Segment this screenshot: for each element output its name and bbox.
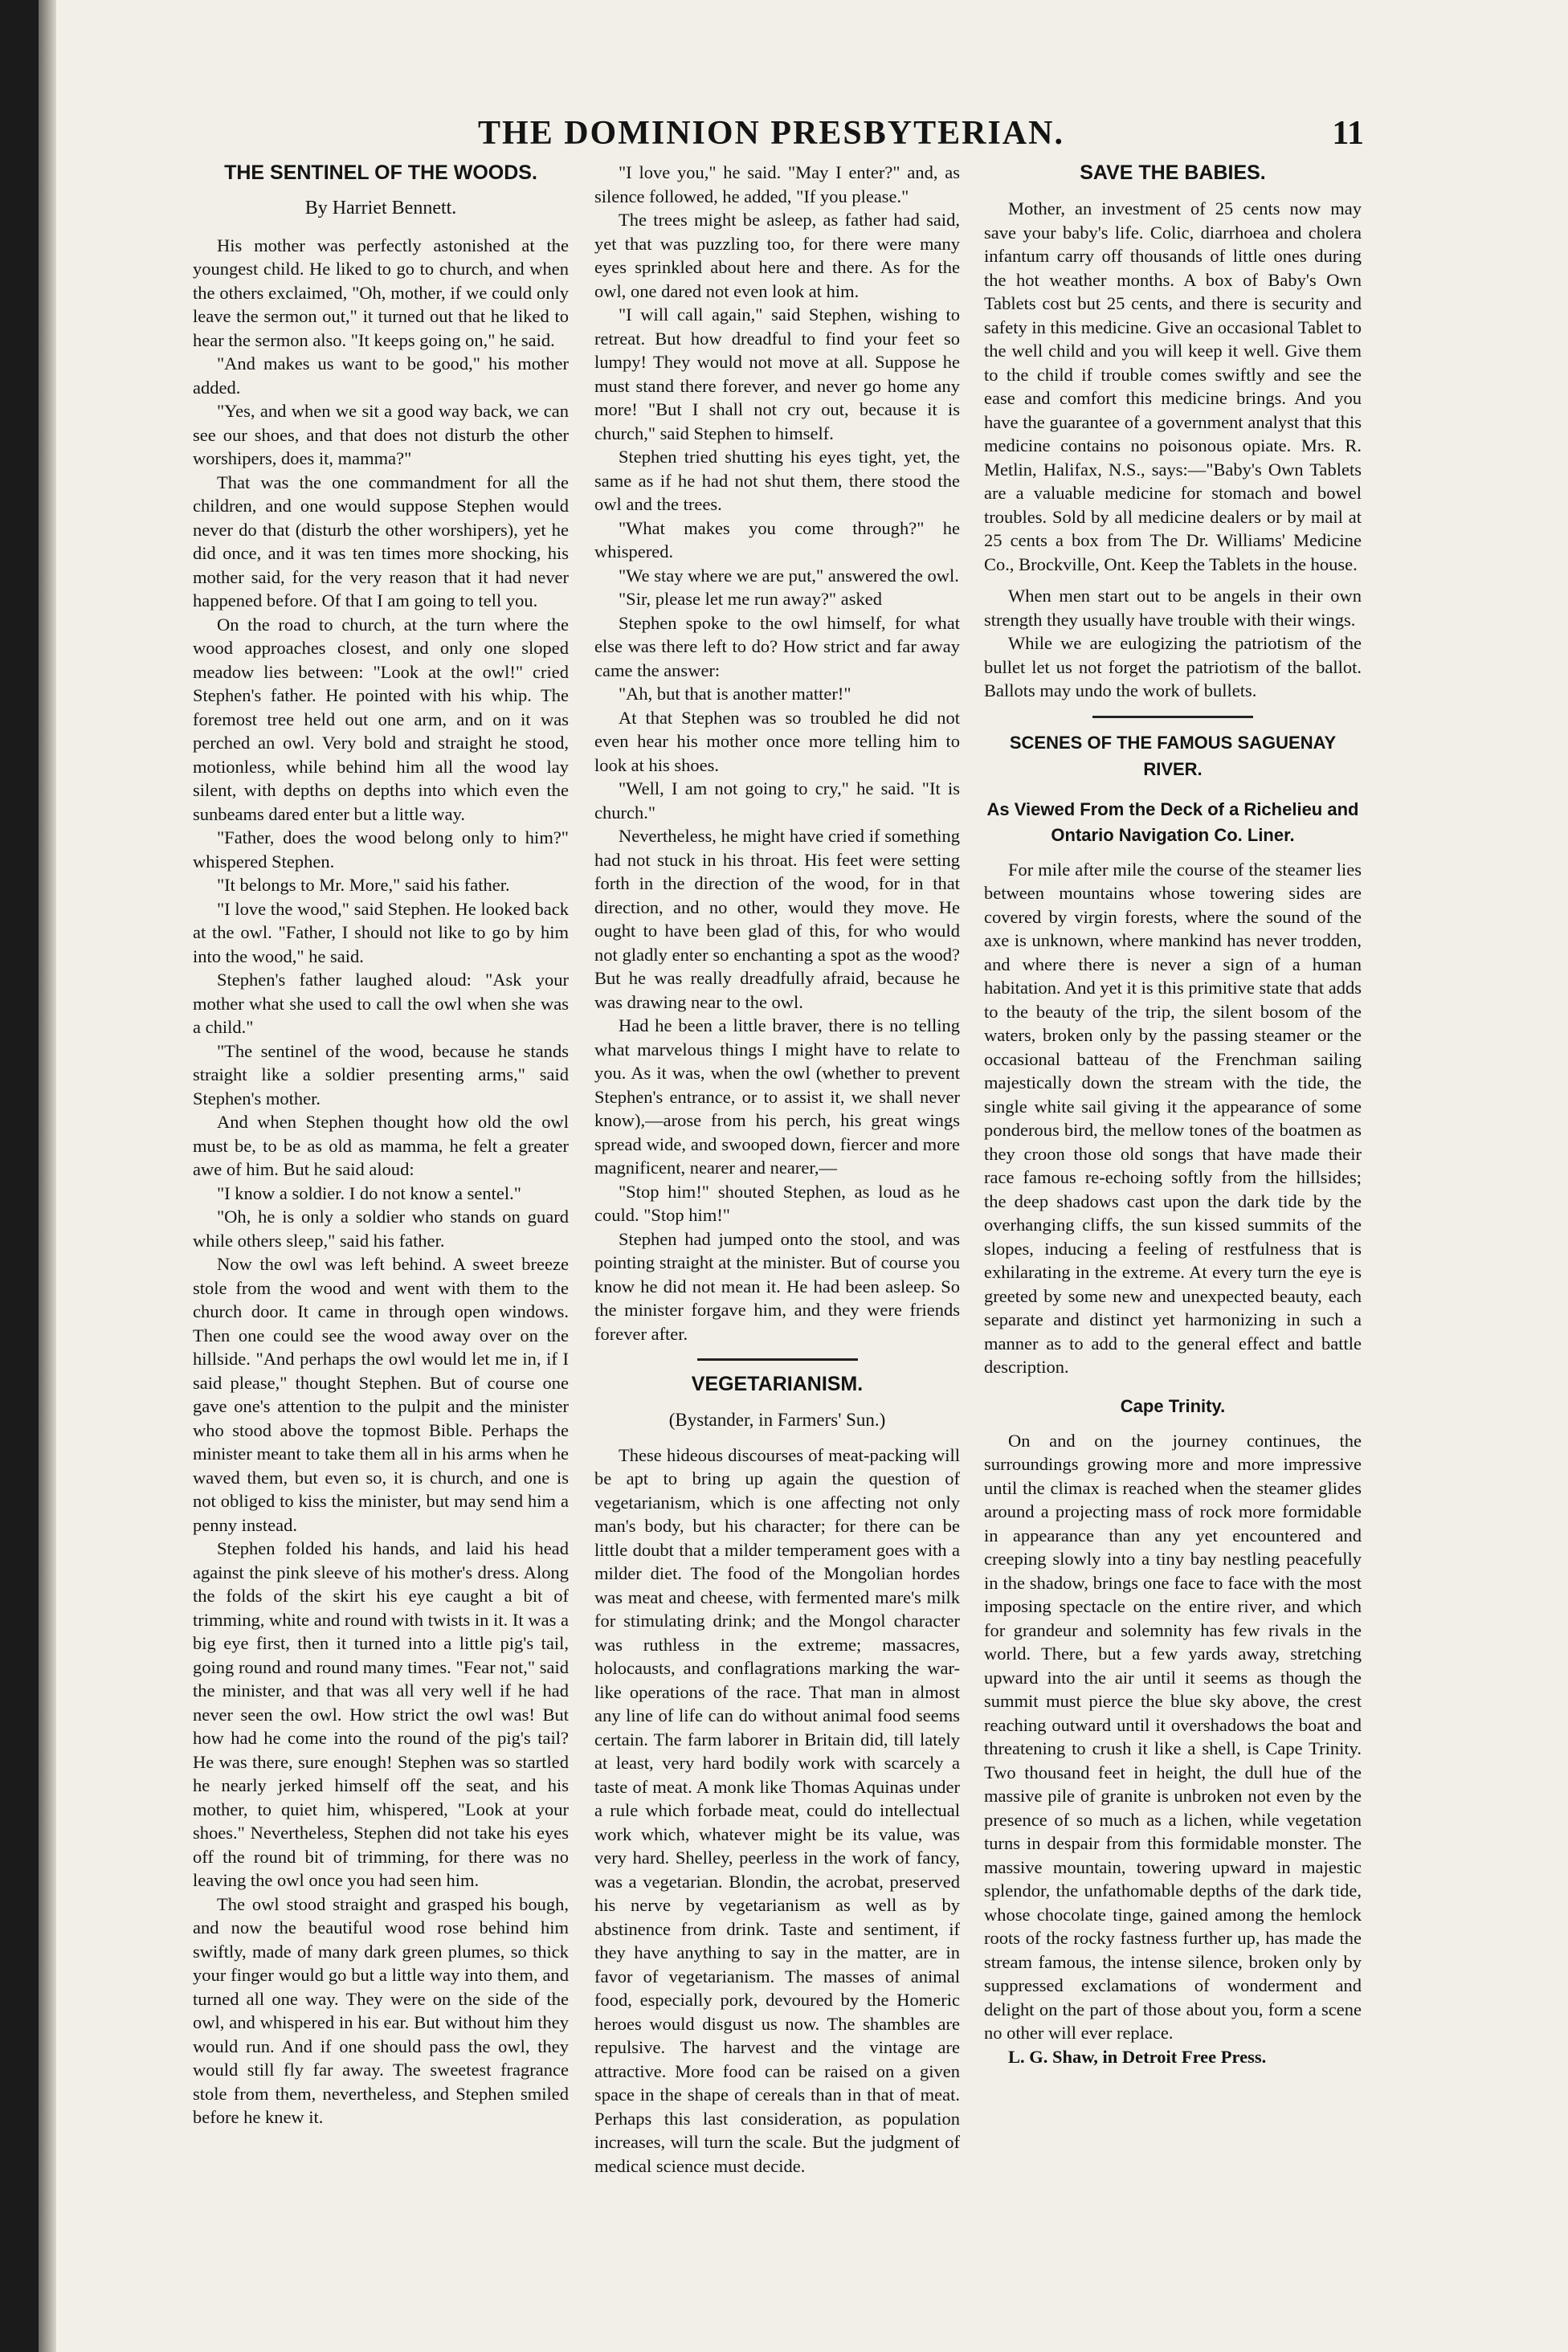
paragraph: "I know a soldier. I do not know a sentel.": [217, 1182, 521, 1203]
paragraph: And when Stephen thought how old the owl must be, to be as old as mamma, he felt a greater awe of him. But he said aloud:: [193, 1112, 569, 1179]
paragraph: Mother, an investment of 25 cents now may save your baby's life. Colic, diarrhoea and cholera infantum carry off thousands of little ones during the hot weather months. A box of Baby's Own Tablets cost but 25 cents, and there is security and safety in this medicine. Give an occasional Tablet to the well child and you will keep it well. Give them to the child if trouble comes swiftly and see the ease and comfort this medicine brings. And you have the guarantee of a government analyst that this medicine contains no poisonous opiate. Mrs. R. Metlin, Halifax, N.S., says:—"Baby's Own Tablets are a valuable medicine for stomach and bowel troubles. Sold by all medicine dealers or by mail at 25 cents a box from The Dr. Williams' Medicine Co., Brockville, Ont. Keep the Tablets in the house.: [984, 198, 1362, 574]
paragraph: While we are eulogizing the patriotism of the bullet let us not forget the patriotism of the ballot. Ballots may undo the work of bullets.: [984, 633, 1362, 700]
binding-shadow: [39, 0, 56, 2352]
paragraph: "We stay where we are put," answered the owl.: [619, 565, 959, 586]
binding-gutter: [0, 0, 39, 2352]
running-head: THE DOMINION PRESBYTERIAN.: [478, 115, 1064, 152]
article-source: (Bystander, in Farmers' Sun.): [668, 1410, 886, 1430]
paragraph: The trees might be asleep, as father had said, yet that was puzzling too, for there were many eyes sprinkled about here and there. As for the owl, one dared not even look at him.: [594, 210, 960, 301]
column-1: [193, 161, 569, 2129]
paragraph: These hideous discourses of meat-packing will be apt to bring up again the question of vegetarianism, which is one affecting not only man's body, but his character; for there can be little doubt that a milder temperament goes with a milder diet. The food of the Mongolian hordes was meat and cheese, with fermented mare's milk for stimulating drink; and the Mongol character was ruthless in the extreme; massacres, holocausts, and conflagrations marking the war-like operations of the race. That man in almost any line of life can do without animal food seems certain. The farm laborer in Britain did, till lately at least, very hard bodily work with scarcely a taste of meat. A monk like Thomas Aquinas under a rule which forbade meat, could do intellectual work which, whatever might be its value, was very hard. Shelley, peerless in the work of fancy, was a vegetarian. Blondin, the acrobat, preserved his nerve by vegetarianism as well as by abstinence from drink. Taste and sentiment, if they have anything to say in the matter, are in favor of vegetarianism. The masses of animal food, especially pork, devoured by the Homeric heroes would disgust us now. The shambles are repulsive. The harvest and the vintage are attractive. More food can be raised on a given space in the shape of cereals than in that of meat. Perhaps this last consideration, as population increases, will turn the scale. But the judgment of medical science must decide.: [594, 1444, 960, 2176]
article-title-sentinel: THE SENTINEL OF THE WOODS.: [224, 161, 537, 184]
paragraph: "Oh, he is only a soldier who stands on guard while others sleep," said his father.: [193, 1207, 569, 1251]
paragraph: On the road to church, at the turn where the wood approaches closest, and only one sloped meadow lies between: "Look at the owl!" cried Stephen's father. He pointed with his whip. The foremost tree held out one arm, and on it was perched an owl. Very bold and straight he stood, motionless, while behind him all the wood lay silent, with depths on depths into which even the sunbeams dared enter but a little way.: [193, 614, 569, 824]
paragraph: Stephen's father laughed aloud: "Ask your mother what she used to call the owl when she was a child.": [193, 970, 569, 1037]
paragraph: "Yes, and when we sit a good way back, we can see our shoes, and that does not disturb the other worshipers, does it, mamma?": [193, 401, 569, 468]
section-rule: [697, 1358, 858, 1361]
article-signature: L. G. Shaw, in Detroit Free Press.: [1008, 2046, 1267, 2067]
section-heading-cape-trinity: Cape Trinity.: [1120, 1395, 1226, 1416]
paragraph: On and on the journey continues, the surroundings growing more and more impressive until the climax is reached when the steamer glides around a projecting mass of rock more formidable in appearance than any yet encountered and creeping slowly into a tiny bay nestling peacefully in the shadow, brings one face to face with the most imposing spectacle on the entire river, and which for grandeur and solemnity has few rivals in the world. There, but a few yards away, stretching upward into the air until it seems as though the summit must pierce the blue sky above, the crest reaching outward until it overshadows the boat and threatening to crush it like a shell, is Cape Trinity. Two thousand feet in height, the dull hue of the massive pile of granite is unbroken not even by the presence of so much as a lichen, while vegetation turns in despair from this formidable monster. The massive mountain, towering upward in majestic splendor, the unfathomable depths of the dark tide, whose chocolate tinge, gained among the hemlock roots of the rocky fastness further up, has made the stream famous, the intense silence, broken only by suppressed exclamations of wonderment and delight on the part of those about you, form a scene no other will ever replace.: [984, 1430, 1362, 2043]
column-3: [984, 161, 1362, 2068]
page-number: 11: [1332, 115, 1364, 152]
paragraph: "And makes us want to be good," his mother added.: [193, 353, 569, 398]
paragraph: "I love the wood," said Stephen. He looked back at the owl. "Father, I should not like to go by him into the wood," he said.: [193, 898, 569, 966]
paragraph: Now the owl was left behind. A sweet breeze stole from the wood and went with them to the church door. It came in through open windows. Then one could see the wood away over on the hillside. "And perhaps the owl would let me in, if I said please," thought Stephen. But of course one gave one's attention to the pulpit and the minister who stood above the topmost Bible. Perhaps the minister meant to take them all in his arms when he waved them, but even so, it is church, and one is not obliged to kiss the minister, but may send him a penny instead.: [193, 1254, 569, 1535]
paragraph: Stephen spoke to the owl himself, for what else was there left to do? How strict and far away came the answer:: [594, 612, 960, 680]
paragraph: "Well, I am not going to cry," he said. "It is church.": [594, 778, 960, 823]
paragraph: "Stop him!" shouted Stephen, as loud as he could. "Stop him!": [594, 1181, 960, 1225]
article-title-babies: SAVE THE BABIES.: [1080, 161, 1266, 184]
article-title-vegetarianism: VEGETARIANISM.: [691, 1373, 864, 1395]
paragraph: That was the one commandment for all the children, and one would suppose Stephen would never do that (disturb the other worshipers), yet he did once, and it was ten times more shocking, his mother said, for the very reason that it had never happened before. Of that I am going to tell you.: [193, 472, 569, 610]
paragraph: For mile after mile the course of the steamer lies between mountains whose towering sides are covered by virgin forests, where the sound of the axe is unknown, where mankind has never trodden, and where there is never a sign of a human habitation. And yet it is this primitive state that adds to the beauty of the trip, the silent bosom of the waters, broken only by the passing steamer or the occasional batteau of the Frenchman sailing majestically down the stream with the tide, the single white sail giving it the appearance of some ponderous bird, the mellow tones of the boatmen as they croon those old songs that have made their race famous re-echoing softly from the hillsides; the deep shadows cast upon the dark tide by the overhanging cliffs, the sun kissed summits of the slopes, inducing a feeling of restfulness that is exhilarating in the extreme. At every turn the eye is greeted by some new and unexpected beauty, each separate and distinct yet harmonizing in such a manner as to add to the general effect and battle description.: [984, 859, 1362, 1377]
paragraph: His mother was perfectly astonished at the youngest child. He liked to go to church, and when the others exclaimed, "Oh, mother, if we could only leave the sermon out," it turned out that he liked to hear the sermon also. "It keeps going on," he said.: [193, 235, 569, 350]
paragraph: "I love you," he said. "May I enter?" and, as silence followed, he added, "If you please.": [594, 162, 960, 206]
section-rule: [1092, 716, 1253, 718]
paragraph: Stephen had jumped onto the stool, and was pointing straight at the minister. But of course you know he did not mean it. He had been asleep. So the minister forgave him, and they were friends forever after.: [594, 1228, 960, 1344]
paragraph: "It belongs to Mr. More," said his father.: [217, 875, 510, 895]
paragraph: "I will call again," said Stephen, wishing to retreat. But how dreadful to find your feet so lumpy! They would not move at all. Suppose he must stand there forever, and never go home any more! "But I shall not cry out, because it is church," said Stephen to himself.: [594, 304, 960, 443]
paragraph: "What makes you come through?" he whispered.: [594, 517, 960, 561]
paragraph: Had he been a little braver, there is no telling what marvelous things I might have to relate to you. As it was, when the owl (whether to prevent Stephen's entrance, or to assist it, we shall never know),—arose from his perch, his great wings spread wide, and swooped down, fiercer and more magnificent, nearer and nearer,—: [594, 1015, 960, 1178]
paragraph: "The sentinel of the wood, because he stands straight like a soldier presenting arms," said Stephen's mother.: [193, 1040, 569, 1109]
paragraph: "Father, does the wood belong only to him?" whispered Stephen.: [193, 827, 569, 872]
paragraph: Stephen tried shutting his eyes tight, yet, the same as if he had not shut them, there stood the owl and the trees.: [594, 447, 960, 514]
paragraph: When men start out to be angels in their own strength they usually have trouble with their wings.: [984, 586, 1362, 630]
paragraph: The owl stood straight and grasped his bough, and now the beautiful wood rose behind him swiftly, made of many dark green plumes, so thick your finger would go but a little way into them, and turned all one way. They were on the side of the owl, and whispered in his ear. But without him they would run. And if one should pass the owl, they would still fly far away. The sweetest fragrance stole from them, nevertheless, and Stephen smiled before he knew it.: [193, 1893, 569, 2127]
paragraph: "Ah, but that is another matter!": [619, 684, 851, 704]
paragraph: Stephen folded his hands, and laid his head against the pink sleeve of his mother's dress. Along the folds of the skirt his eye caught a bit of trimming, white and round with twists in it. It was a big eye first, then it turned into a little pig's tail, going round and round many times. "Fear not," said the minister, and that was all very well if he had never seen the owl. How strict the owl was! But how had he come into the round of the pig's tail? He was there, sure enough! Stephen was so startled he nearly jerked himself off the seat, and his mother, to quiet him, whispered, "Look at your shoes." Nevertheless, Stephen did not take his eyes off the round bit of trimming, for there was no leaving the owl once you had seen him.: [193, 1538, 569, 1890]
paragraph: Nevertheless, he might have cried if something had not stuck in his throat. His feet were setting forth in the direction of the wood, for in that direction, and no other, would they move. He ought to have been glad of this, for who would not gladly enter so enchanting a spot as the wood? But he was really dreadfully afraid, because he was drawing near to the owl.: [594, 826, 960, 1012]
article-subtitle: As Viewed From the Deck of a Richelieu and Ontario Navigation Co. Liner.: [986, 798, 1359, 845]
paragraph: "Sir, please let me run away?" asked: [619, 589, 882, 609]
article-title-saguenay: SCENES OF THE FAMOUS SAGUENAY RIVER.: [1009, 732, 1337, 779]
paragraph: At that Stephen was so troubled he did not even hear his mother once more telling him to look at his shoes.: [594, 707, 960, 775]
article-byline: By Harriet Bennett.: [304, 198, 457, 218]
column-2: [594, 161, 960, 2178]
